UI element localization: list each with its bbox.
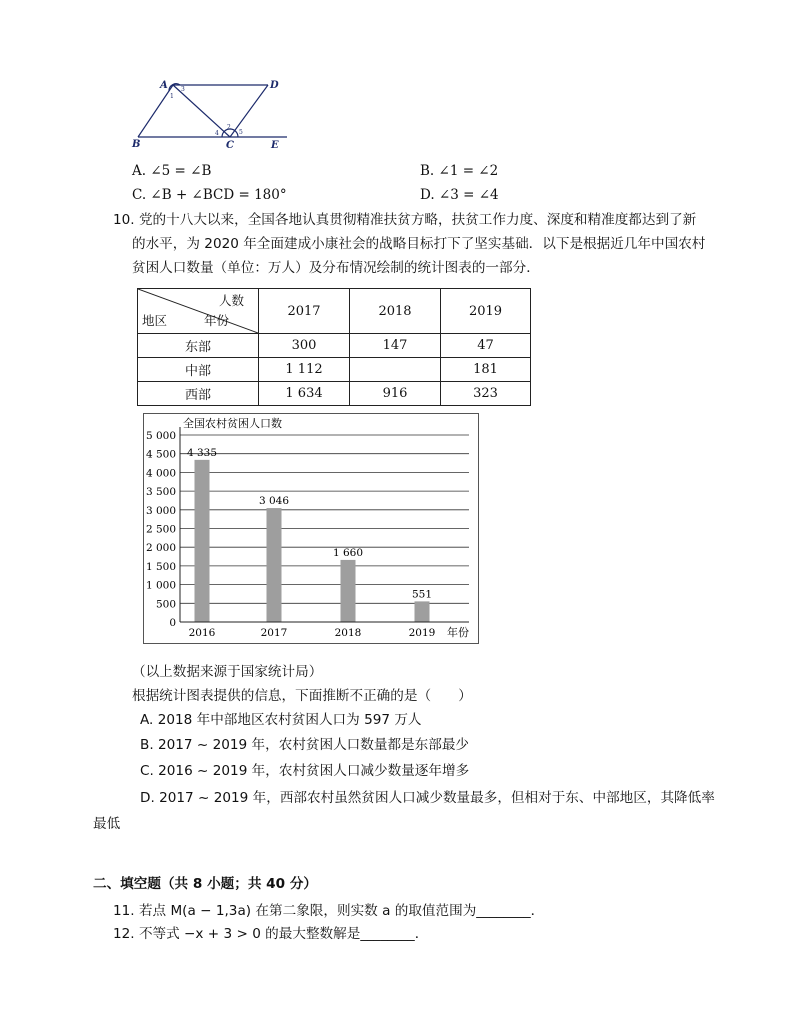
table-region-cell: 中部 [138, 358, 259, 382]
bar-2019 [415, 601, 430, 622]
y-tick-label: 0 [169, 617, 176, 629]
table-row [138, 334, 531, 358]
table-cell: 181 [441, 358, 531, 382]
section2-heading: 二、填空题（共 8 小题；共 40 分） [93, 876, 318, 892]
y-tick-label: 3 500 [145, 486, 176, 499]
table-cell: 1 634 [259, 382, 350, 406]
q10-option-d-cont: 最低 [93, 816, 121, 832]
point-d: D [270, 80, 279, 91]
table-year-header: 2018 [350, 289, 441, 334]
bar-2016 [195, 460, 210, 622]
y-tick-label: 2 500 [145, 523, 176, 536]
table-cell: 1 112 [259, 358, 350, 382]
q9-option-c: C. ∠B + ∠BCD = 180° [132, 187, 287, 203]
poverty-region-table [137, 288, 531, 406]
q9-option-d: D. ∠3 = ∠4 [420, 187, 499, 203]
table-region-cell: 东部 [138, 334, 259, 358]
table-cell: 300 [259, 334, 350, 358]
y-tick-label: 500 [155, 598, 176, 611]
q10-stem-line3: 贫困人口数量（单位：万人）及分布情况绘制的统计图表的一部分． [132, 260, 540, 276]
table-cell [350, 358, 441, 382]
table-header-row [138, 289, 531, 334]
q10-option-a: A. 2018 年中部地区农村贫困人口为 597 万人 [140, 712, 422, 728]
angle-label-1: 1 [170, 93, 174, 100]
parallelogram-figure [125, 75, 295, 155]
q11-text: 11. 若点 M(a − 1,3a) 在第二象限，则实数 a 的取值范围为________． [113, 903, 545, 919]
table-cell: 147 [350, 334, 441, 358]
chart-title: 全国农村贫困人口数 [183, 417, 282, 430]
point-e: E [271, 140, 279, 151]
line-dc [230, 85, 268, 137]
x-tick-label: 2018 [334, 627, 362, 639]
y-tick-label: 1 000 [145, 579, 176, 592]
y-tick-label: 4 000 [145, 467, 176, 480]
table-row [138, 382, 531, 406]
angle-label-4: 4 [215, 130, 219, 137]
angle-label-3: 3 [181, 86, 185, 93]
bar-value-label: 3 046 [258, 495, 290, 508]
x-tick-label: 2017 [260, 627, 288, 639]
q10-option-b: B. 2017 ~ 2019 年，农村贫困人口数量都是东部最少 [140, 737, 470, 753]
bar-value-label: 551 [411, 588, 433, 601]
header-region-label: 地区 [142, 313, 168, 328]
q9-option-b: B. ∠1 = ∠2 [420, 163, 499, 179]
point-a: A [160, 80, 168, 91]
header-year-label: 年份 [204, 313, 230, 328]
q10-option-c: C. 2016 ~ 2019 年，农村贫困人口减少数量逐年增多 [140, 763, 470, 779]
table-cell: 916 [350, 382, 441, 406]
y-tick-label: 5 000 [145, 430, 176, 442]
q10-stem-line2: 的水平，为 2020 年全面建成小康社会的战略目标打下了坚实基础．以下是根据近几年中国农村 [132, 236, 706, 252]
q10-option-d: D. 2017 ~ 2019 年，西部农村虽然贫困人口减少数量最多，但相对于东、中部地区，其降低率 [140, 790, 715, 806]
x-tick-label: 2016 [188, 627, 216, 639]
angle-label-2: 2 [227, 124, 231, 131]
table-region-cell: 西部 [138, 382, 259, 406]
q10-stem-line1: 10. 党的十八大以来，全国各地认真贯彻精准扶贫方略，扶贫工作力度、深度和精准度都达到了新 [113, 212, 697, 228]
table-year-header: 2017 [259, 289, 350, 334]
q10-question: 根据统计图表提供的信息，下面推断不正确的是（ ） [132, 688, 472, 704]
q10-source-note: （以上数据来源于国家统计局） [132, 664, 323, 680]
bar-value-label: 1 660 [332, 546, 364, 559]
table-diagonal-header [138, 289, 259, 334]
y-tick-label: 1 500 [145, 560, 176, 573]
y-tick-label: 2 000 [145, 542, 176, 555]
bar-2018 [341, 560, 356, 622]
x-axis-label: 年份 [447, 626, 469, 639]
header-count-label: 人数 [218, 293, 244, 308]
point-c: C [226, 140, 234, 151]
q9-option-a: A. ∠5 = ∠B [132, 163, 212, 179]
table-cell: 47 [441, 334, 531, 358]
bar-value-label: 4 335 [186, 446, 218, 459]
poverty-bar-chart [143, 413, 479, 644]
angle-label-5: 5 [239, 129, 243, 136]
table-cell: 323 [441, 382, 531, 406]
bar-2017 [267, 508, 282, 622]
table-row [138, 358, 531, 382]
y-tick-label: 4 500 [145, 448, 176, 461]
line-ab [138, 85, 173, 137]
x-tick-label: 2019 [408, 627, 436, 639]
point-b: B [132, 139, 141, 150]
table-year-header: 2019 [441, 289, 531, 334]
q12-text: 12. 不等式 −x + 3 > 0 的最大整数解是________． [113, 926, 429, 942]
y-tick-label: 3 000 [145, 504, 176, 517]
